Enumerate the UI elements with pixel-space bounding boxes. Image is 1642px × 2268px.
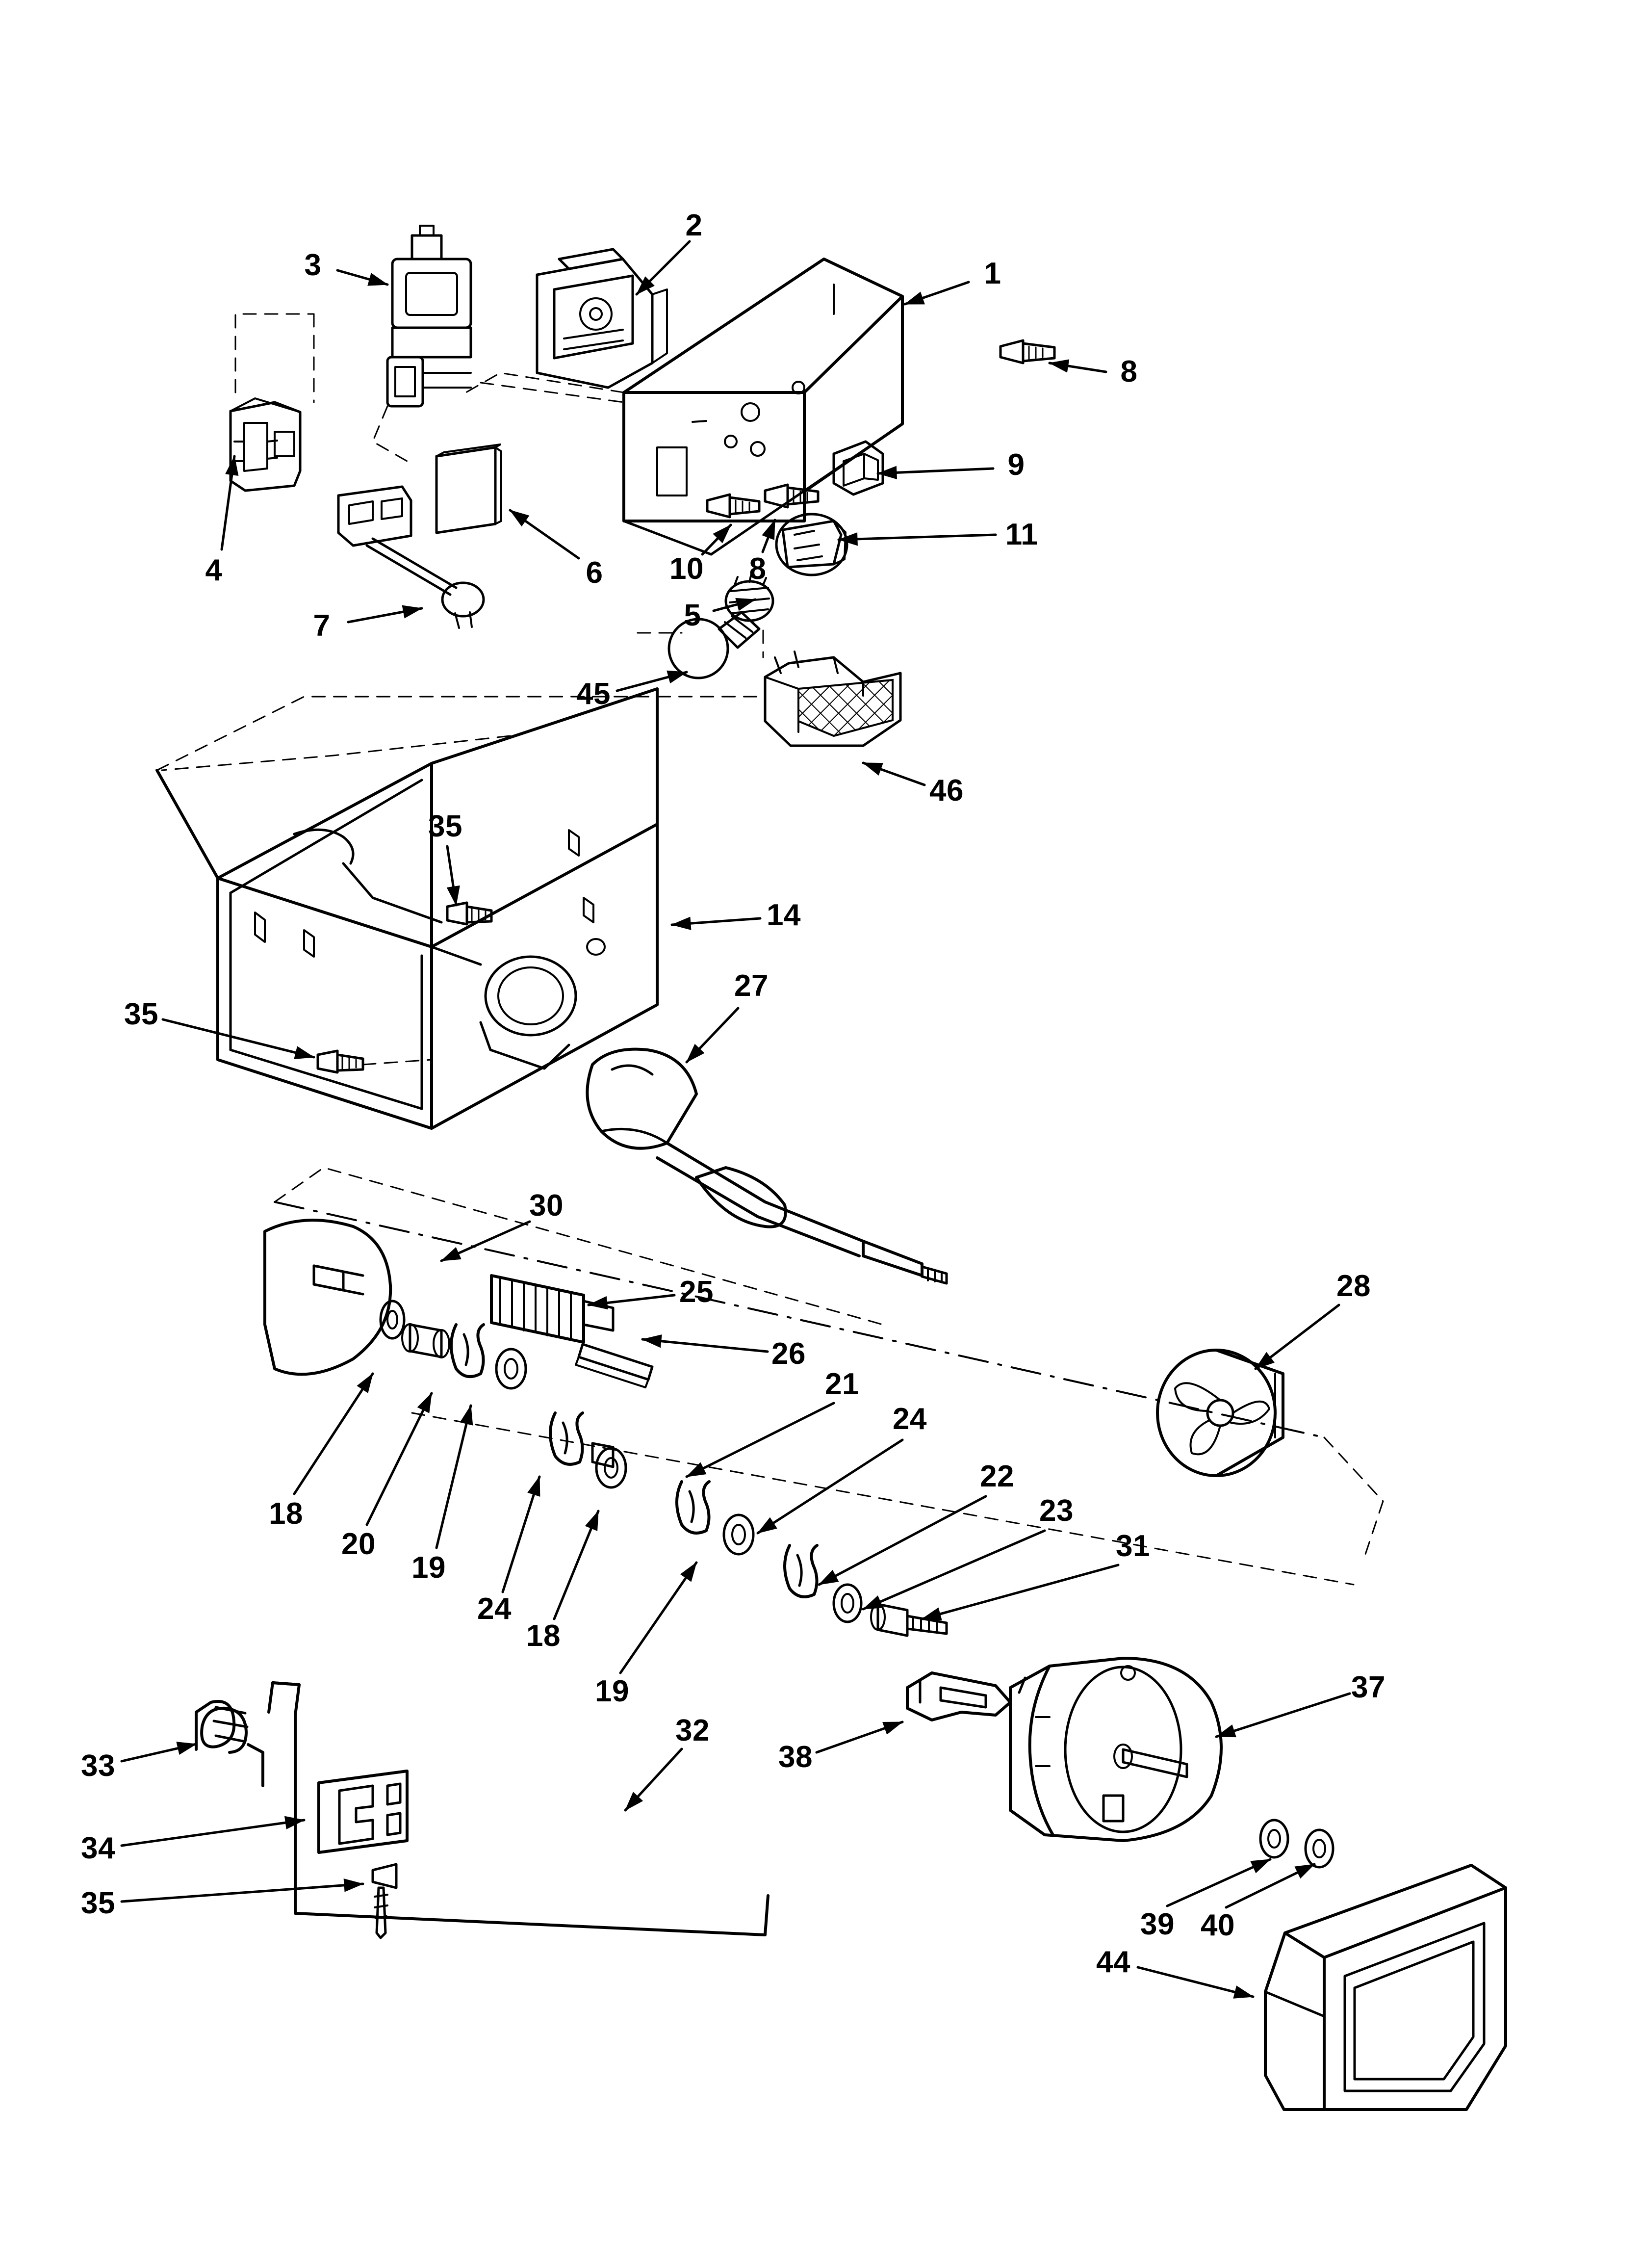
callout-label-8: 8 — [1120, 355, 1138, 389]
part-38-motor-bracket — [907, 1673, 1010, 1720]
part-19-retainer-a — [451, 1325, 484, 1377]
callout-label-2: 2 — [685, 209, 703, 242]
part-27-auger — [587, 1049, 947, 1283]
callout-label-24b: 24 — [893, 1402, 927, 1436]
part-39-washer — [1260, 1820, 1288, 1857]
callout-label-20: 20 — [341, 1527, 376, 1561]
part-28-blower-wheel — [1157, 1350, 1283, 1476]
leader-arrowhead-19 — [460, 1406, 472, 1425]
construction-line — [412, 1413, 1354, 1585]
callout-label-18: 18 — [269, 1497, 303, 1531]
callout-label-26: 26 — [771, 1337, 806, 1371]
leader-arrowhead-14 — [672, 917, 691, 930]
callout-label-35: 35 — [428, 809, 462, 843]
callout-label-35b: 35 — [124, 997, 158, 1031]
leader-line-24b — [758, 1440, 902, 1533]
callout-label-31: 31 — [1116, 1529, 1150, 1563]
part-24-washer-a — [496, 1349, 526, 1388]
leader-arrowhead-35b — [294, 1046, 314, 1059]
leader-line-19b — [620, 1563, 696, 1673]
leader-arrowhead-4 — [226, 456, 238, 475]
callout-label-3: 3 — [304, 248, 322, 282]
leader-arrowhead-18 — [357, 1374, 373, 1393]
callout-label-33: 33 — [81, 1749, 115, 1783]
part-23-washer — [834, 1585, 861, 1622]
leader-arrowhead-5 — [736, 598, 755, 610]
callout-label-40: 40 — [1201, 1908, 1235, 1942]
leader-line-35c — [122, 1884, 363, 1902]
part-11-lamp-socket — [776, 514, 847, 575]
callout-label-37: 37 — [1351, 1670, 1385, 1704]
leader-line-11 — [839, 535, 996, 540]
part-18-washer-b — [592, 1443, 613, 1467]
part-46-duct-grille — [765, 652, 900, 746]
part-24-washer-b — [596, 1448, 626, 1487]
leader-line-37 — [1216, 1694, 1350, 1737]
leader-line-31 — [922, 1565, 1118, 1619]
callout-label-28: 28 — [1336, 1269, 1371, 1303]
callout-label-22: 22 — [980, 1460, 1014, 1493]
part-4-bracket — [231, 314, 314, 491]
callout-label-11: 11 — [1005, 518, 1038, 551]
callout-label-19b: 19 — [595, 1674, 629, 1708]
part-19-retainer-b — [677, 1482, 709, 1533]
leader-line-22 — [819, 1496, 986, 1585]
leader-arrowhead-8 — [1050, 360, 1069, 372]
part-8-screw-upper — [1001, 340, 1054, 363]
centerline-axis — [275, 1202, 1324, 1437]
leader-arrowhead-35 — [447, 886, 460, 905]
leader-arrowhead-46 — [863, 763, 883, 775]
construction-line — [1324, 1437, 1383, 1560]
part-14-ice-container — [157, 689, 765, 1128]
part-24-washer-c — [724, 1515, 753, 1554]
leader-arrowhead-40 — [1295, 1864, 1314, 1878]
callout-label-7: 7 — [313, 609, 331, 643]
callout-label-10: 10 — [669, 552, 704, 586]
part-35-screw-top — [447, 903, 491, 924]
leader-line-21 — [687, 1403, 834, 1477]
callout-label-46: 46 — [929, 774, 964, 808]
construction-line — [162, 736, 510, 770]
callout-label-6: 6 — [586, 556, 603, 590]
leader-arrowhead-19b — [681, 1563, 696, 1582]
part-30-disc — [265, 1220, 390, 1374]
callout-label-25: 25 — [679, 1275, 714, 1309]
leader-line-20 — [367, 1393, 432, 1525]
callout-label-14: 14 — [767, 898, 801, 932]
part-3-switch — [373, 226, 471, 461]
leader-arrowhead-33 — [177, 1742, 196, 1754]
part-6-plate — [436, 444, 501, 533]
callout-label-45: 45 — [576, 677, 611, 711]
leader-arrowhead-35c — [344, 1879, 363, 1892]
leader-line-23 — [863, 1531, 1045, 1609]
callout-label-19: 19 — [411, 1551, 446, 1585]
leader-arrowhead-9 — [878, 466, 897, 479]
leader-arrowhead-3 — [368, 273, 387, 286]
callout-label-27: 27 — [734, 969, 769, 1003]
part-26-pin — [576, 1344, 652, 1387]
part-21-retainer — [550, 1413, 583, 1464]
part-2-control — [537, 249, 667, 388]
callout-label-18b: 18 — [526, 1619, 561, 1653]
leader-line-18 — [294, 1374, 373, 1494]
callout-label-4: 4 — [205, 553, 223, 587]
leader-arrowhead-7 — [402, 605, 422, 618]
leader-arrowhead-18b — [586, 1511, 598, 1531]
leader-arrowhead-8b — [762, 520, 775, 540]
leader-arrowhead-22 — [819, 1570, 839, 1585]
callout-label-23: 23 — [1039, 1494, 1074, 1528]
leader-arrowhead-31 — [922, 1608, 942, 1620]
callout-label-35c: 35 — [81, 1886, 115, 1920]
callout-label-44: 44 — [1096, 1945, 1130, 1979]
leader-arrowhead-39 — [1251, 1859, 1270, 1873]
part-33-spring — [196, 1701, 263, 1786]
callout-label-8b: 8 — [749, 552, 767, 586]
callout-label-21: 21 — [825, 1367, 859, 1401]
callout-label-39: 39 — [1140, 1907, 1175, 1941]
callout-label-5: 5 — [684, 599, 701, 632]
leader-arrowhead-26 — [642, 1335, 662, 1348]
part-25-coil-spring — [491, 1276, 613, 1342]
part-35-screw-left — [318, 1051, 432, 1072]
part-10-screw — [707, 495, 759, 517]
leader-arrowhead-44 — [1233, 1986, 1253, 1998]
part-34-bracket — [319, 1771, 407, 1852]
part-9-clip — [834, 442, 883, 495]
part-20-bushing — [402, 1324, 449, 1357]
callout-label-32: 32 — [675, 1714, 710, 1747]
leader-arrowhead-30 — [441, 1248, 461, 1261]
part-22-retainer — [785, 1545, 817, 1597]
leader-line-19 — [436, 1406, 471, 1548]
part-35-screw-bottom — [373, 1864, 396, 1938]
leader-arrowhead-20 — [418, 1393, 432, 1413]
leader-arrowhead-6 — [510, 510, 529, 526]
part-45-light-bulb — [669, 612, 759, 678]
part-1-control-box — [466, 259, 902, 554]
part-44-ice-bin — [1265, 1865, 1506, 2110]
leader-line-34 — [122, 1820, 304, 1846]
callout-label-30: 30 — [529, 1189, 564, 1223]
leader-arrowhead-23 — [863, 1596, 883, 1609]
callout-label-9: 9 — [1007, 448, 1025, 482]
leader-arrowhead-38 — [883, 1722, 902, 1734]
callout-label-24: 24 — [477, 1592, 512, 1626]
callout-label-1: 1 — [984, 257, 1001, 290]
callout-label-34: 34 — [81, 1831, 115, 1865]
callout-label-38: 38 — [778, 1740, 813, 1774]
leader-arrowhead-1 — [905, 292, 924, 304]
construction-line — [275, 1168, 883, 1325]
leader-arrowhead-24b — [758, 1517, 777, 1533]
leader-arrowhead-24 — [528, 1477, 540, 1496]
part-40-washer — [1306, 1830, 1333, 1867]
leader-arrowhead-45 — [667, 671, 687, 683]
part-37-motor — [1010, 1658, 1221, 1841]
